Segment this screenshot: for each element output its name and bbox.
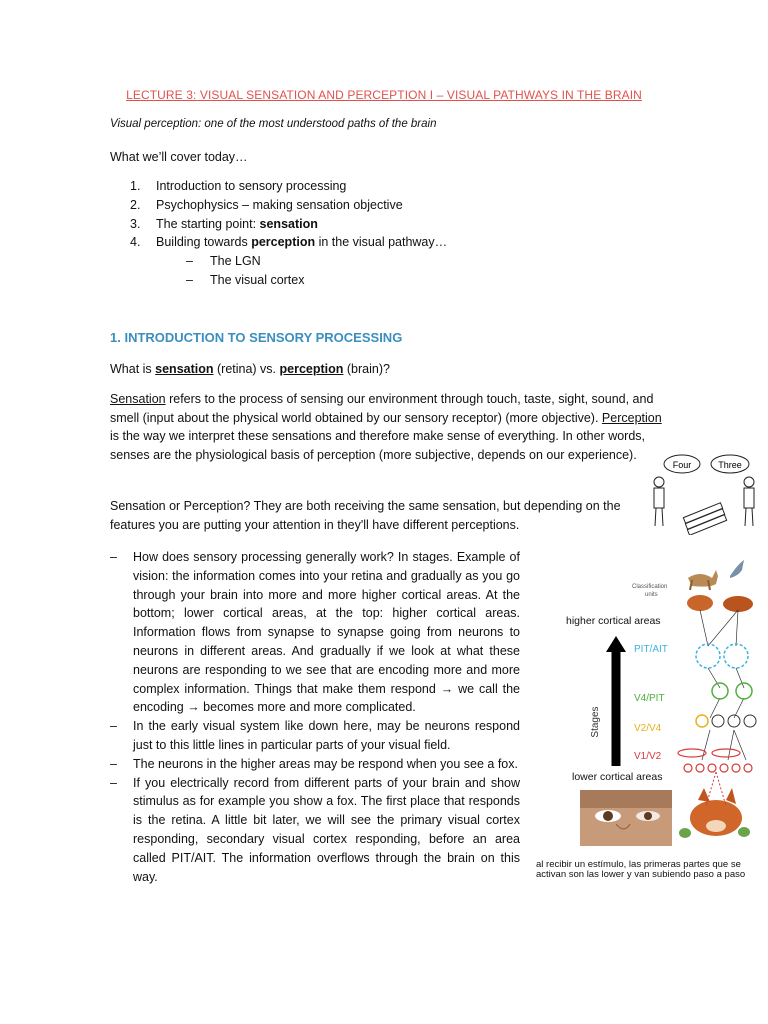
section-heading: 1. INTRODUCTION TO SENSORY PROCESSING bbox=[110, 330, 403, 345]
bullet-list bbox=[110, 548, 520, 886]
bullet-item: – The neurons in the higher areas may be respond when you see a fox. bbox=[110, 756, 518, 771]
fox-thumbnail-2 bbox=[723, 596, 753, 612]
deer-image bbox=[688, 570, 718, 590]
bullet-item: – In the early visual system like down here, may be neurons respond just to this little lines in particular parts of your visual field. bbox=[110, 719, 520, 752]
bubble-left-text: Four bbox=[672, 460, 692, 470]
lecture-title: LECTURE 3: VISUAL SENSATION AND PERCEPTION I – VISUAL PATHWAYS IN THE BRAIN bbox=[126, 88, 642, 102]
pit-node bbox=[724, 644, 748, 668]
perception-cartoon bbox=[645, 450, 765, 535]
bird-image bbox=[730, 560, 744, 578]
paragraph-perception-question: Sensation or Perception? They are both receiving the same sensation, but depending on the features you are putting your attention in they'll have different perceptions. bbox=[110, 499, 621, 532]
v2-nodes bbox=[696, 715, 756, 727]
intro-text: What we’ll cover today… bbox=[110, 150, 248, 164]
higher-areas-label: higher cortical areas bbox=[566, 615, 661, 627]
v1-nodes bbox=[678, 749, 752, 772]
stage-label-v4: V4/PIT bbox=[634, 693, 665, 704]
fox-thumbnail-1 bbox=[687, 595, 713, 611]
question-text: What is sensation (retina) vs. perception (brain)? bbox=[110, 362, 390, 376]
paragraph-sensation: Sensation refers to the process of sensing our environment through touch, taste, sight, sound, and smell (input about the physical world obtained by our sensory receptor) (more objective). Perception is the way we interpret these sensations and therefore make sense of everything. In other words, senses are the physiological basis of perception (more subjective, depends on our experience). bbox=[110, 392, 662, 462]
fox-photo bbox=[679, 772, 750, 838]
lecture-subtitle: Visual perception: one of the most understood paths of the brain bbox=[110, 118, 437, 130]
figure-caption: al recibir un estímulo, las primeras partes que se activan son las lower y van subiendo paso a paso bbox=[536, 860, 746, 880]
v4-node bbox=[712, 683, 728, 699]
stage-arrow-head bbox=[606, 636, 626, 652]
lower-areas-label: lower cortical areas bbox=[572, 771, 663, 783]
stage-label-pit: PIT/AIT bbox=[634, 644, 668, 655]
stage-label-v2: V2/V4 bbox=[634, 723, 662, 734]
classification-label: Classification bbox=[632, 584, 668, 590]
units-label: units bbox=[645, 592, 658, 598]
v4-node bbox=[736, 683, 752, 699]
visual-hierarchy-figure bbox=[530, 548, 768, 898]
document-page: LECTURE 3: VISUAL SENSATION AND PERCEPTION I – VISUAL PATHWAYS IN THE BRAIN Visual perception: one of the most understood paths of the brain What we’ll cover today… 1. Introduction to sensory processing 2. Psychophysics – making sensation objective 3. The starting point: sensation 4. Building towards perception in the visual pathway… – The LGN – The visual cortex 1. INTRODUCTION TO SENSORY PROCESSING What is sensation (retina) vs. perception (brain)? Sensation refers to the process of sensing our environment through touch, taste, sight, sound, and smell (input about the physical world obtained by our sensory receptor) (more objective). Perception is the way we interpret these sensations and therefore make sense of everything. In other words, senses are the physiological basis of perception (more subjective, depends on our experience). Four Three Sensation or Perception? They are both receiving the same sensation, but depending on the features you are putting your attention in they'll have different perceptions. – How does sensory processing generally work? In stages. Example of vision: the information comes into your retina and gradually as you go through your brain into more and more higher cortical areas. At the bottom; lower cortical areas, at the top: higher cortical areas. Information flows from synapse to synapse going from neurons to neurons in different areas. And gradually if we look at what these neurons are responding to we see that are encoding more and more complex information. Things that make them respond → we call the encoding → becomes more and more complicated. – In the early visual system like down here, may be neurons respond just to this little lines in particular parts of your visual field. – The neurons in the higher areas may be respond when you see a fox. – If you electrically record from different parts of your brain and show stimulus as for example you show a fox. The first place that responds is the retina. A little bit later, we will see the primary visual cortex responding, secondary visual cortex responding, before an area called PIT/AIT. The information overflows through the brain on this way. Classification units higher cortical areas Stages PIT/AIT V4/PIT V2/V4 V1/V2 lower cortical areas al recibir un estímulo, las primeras partes que se activan son las lower y van subiendo paso a paso bbox=[0, 0, 768, 1024]
bullet-item: – How does sensory processing generally work? In stages. Example of vision: the information comes into your retina and gradually as you go through your brain into more and more higher cortical areas. At the bottom; lower cortical areas, at the top: higher cortical areas. Information flows from synapse to synapse going from neurons to neurons in different areas. And gradually if we look at what these neurons are responding to we see that are encoding more and more complex information. Things that make them respond → we call the encoding → becomes more and more complicated. bbox=[110, 550, 520, 715]
stage-label-v1: V1/V2 bbox=[634, 751, 662, 762]
pit-node bbox=[696, 644, 720, 668]
stages-label: Stages bbox=[590, 706, 601, 738]
bullet-item: – If you electrically record from different parts of your brain and show stimulus as for example you show a fox. The first place that responds is the retina. A little bit later, we will see the primary visual cortex responding, secondary visual cortex responding, before an area called PIT/AIT. The information overflows through the brain on this way. bbox=[110, 775, 520, 884]
eye-photo bbox=[580, 790, 672, 846]
bubble-right-text: Three bbox=[718, 460, 742, 470]
